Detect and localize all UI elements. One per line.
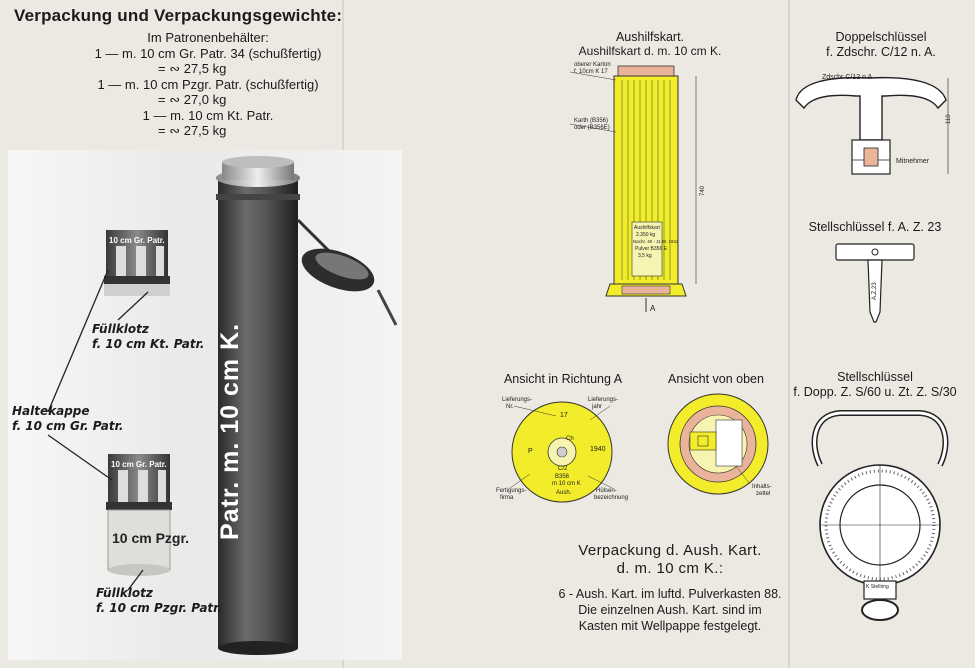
- container-heading: Im Patronenbehälter:: [147, 30, 269, 45]
- spec-weight: = ∾ 27,0 kg: [158, 92, 227, 107]
- delivery-year: 1940: [590, 446, 606, 453]
- label-mitnehmer: Mitnehmer: [896, 158, 930, 165]
- label-fuellklotz-pzgr: Füllklotz f. 10 cm Pzgr. Patr.: [96, 586, 222, 615]
- label-lieferungsjahr: Lieferungs-: [588, 397, 619, 403]
- doppel-dimension: 110: [946, 114, 952, 124]
- view-a-title: Ansicht in Richtung A: [503, 372, 623, 386]
- stellschluessel-dopp-drawing: [800, 405, 960, 627]
- label-fuellklotz-kt: Füllklotz f. 10 cm Kt. Patr.: [92, 322, 205, 351]
- tube-lettering: Patr. m. 10 cm K.: [216, 322, 244, 540]
- label-text: Aushilfskart: [634, 225, 660, 231]
- note-mid-2: oder (B356E): [574, 125, 610, 131]
- engraving-dopp: K Stellring: [866, 584, 889, 590]
- mark-aush: Aush.: [556, 490, 572, 496]
- mark-b356: B356: [555, 474, 570, 480]
- doppelschluessel-subtitle: f. Zdschr. C/12 n. A.: [826, 45, 936, 59]
- spec-line: 1 — m. 10 cm Gr. Patr. 34 (schußfertig): [94, 45, 322, 61]
- label-inhaltszettel-2: zettel: [756, 491, 771, 497]
- label-inhaltszettel: Inhalts-: [752, 484, 772, 490]
- block-engraving: 10 cm Pzgr.: [112, 530, 190, 546]
- label-text: 3,5 kg: [638, 253, 652, 259]
- label-lieferungsnr: Lieferungs-: [502, 397, 533, 403]
- aushilfskart-drawing: [560, 60, 720, 320]
- weights-spec: [78, 30, 338, 139]
- note-mid-1: Karth (B356): [574, 118, 609, 124]
- stellschluessel-dopp-title: Stellschlüssel: [837, 370, 913, 384]
- label-text: 2.350 kg: [636, 232, 656, 238]
- mark-k10: m 10 cm K: [552, 481, 581, 487]
- label-text: Pulver B356 E: [635, 246, 667, 252]
- delivery-number: 17: [560, 412, 568, 419]
- stellschluessel-dopp-subtitle: f. Dopp. Z. S/60 u. Zt. Z. S/30: [793, 385, 957, 399]
- label-lieferungsjahr-2: jahr: [592, 404, 603, 410]
- label-fertigungsfirma-2: firma: [500, 495, 514, 501]
- label-huelsen: Hülsen-: [596, 488, 617, 494]
- doppelschluessel-title: Doppelschlüssel: [835, 30, 927, 44]
- container-photo: [8, 150, 402, 660]
- spec-weight: = ∾ 27,5 kg: [158, 61, 227, 76]
- dimension-label: 740: [700, 185, 706, 196]
- label-text: Nachr. 40 - 11 M. 1942: [633, 239, 679, 244]
- packaging-title: Verpackung d. Aush. Kart. d. m. 10 cm K.:: [578, 542, 762, 577]
- note-top-2: f. 10cm K 17: [574, 69, 608, 75]
- mark-c2: C/2: [558, 466, 568, 472]
- spec-weight: = ∾ 27,5 kg: [158, 123, 227, 138]
- label-haltekappe: Haltekappe f. 10 cm Gr. Patr.: [12, 404, 124, 433]
- view-top-title: Ansicht von oben: [668, 372, 764, 386]
- page-title: Verpackung und Verpackungsgewichte:: [14, 6, 343, 25]
- note-top-1: oberer Karton: [574, 62, 611, 68]
- cap-engraving: 10 cm Gr. Patr.: [111, 460, 167, 469]
- mark-ch: Ch: [566, 436, 574, 442]
- mark-p: P: [528, 448, 533, 455]
- aushilfskart-subtitle: Aushilfskart d. m. 10 cm K.: [578, 44, 722, 58]
- doppelschluessel-drawing: [790, 64, 965, 184]
- stellschluessel-az-title: Stellschlüssel f. A. Z. 23: [808, 220, 942, 234]
- spec-line: 1 — m. 10 cm Kt. Patr.: [142, 107, 274, 123]
- engraving-az: A.Z.23: [872, 282, 878, 300]
- label-fertigungsfirma: Fertigungs-: [496, 488, 527, 494]
- label-lieferungsnr-2: Nr.: [506, 404, 514, 410]
- label-huelsen-2: bezeichnung: [594, 495, 629, 501]
- arrow-a-label: A: [650, 304, 656, 313]
- cap-engraving: 10 cm Gr. Patr.: [109, 236, 165, 245]
- aushilfskart-title: Aushilfskart.: [615, 30, 685, 44]
- spec-line: 1 — m. 10 cm Pzgr. Patr. (schußfertig): [97, 76, 319, 92]
- packaging-text: 6 - Aush. Kart. im luftd. Pulverkasten 88. Die einzelnen Aush. Kart. sind im Kasten mit Wellpappe festgelegt.: [558, 587, 782, 633]
- engraving-doppel: Zdschr C/12 n A: [822, 74, 873, 81]
